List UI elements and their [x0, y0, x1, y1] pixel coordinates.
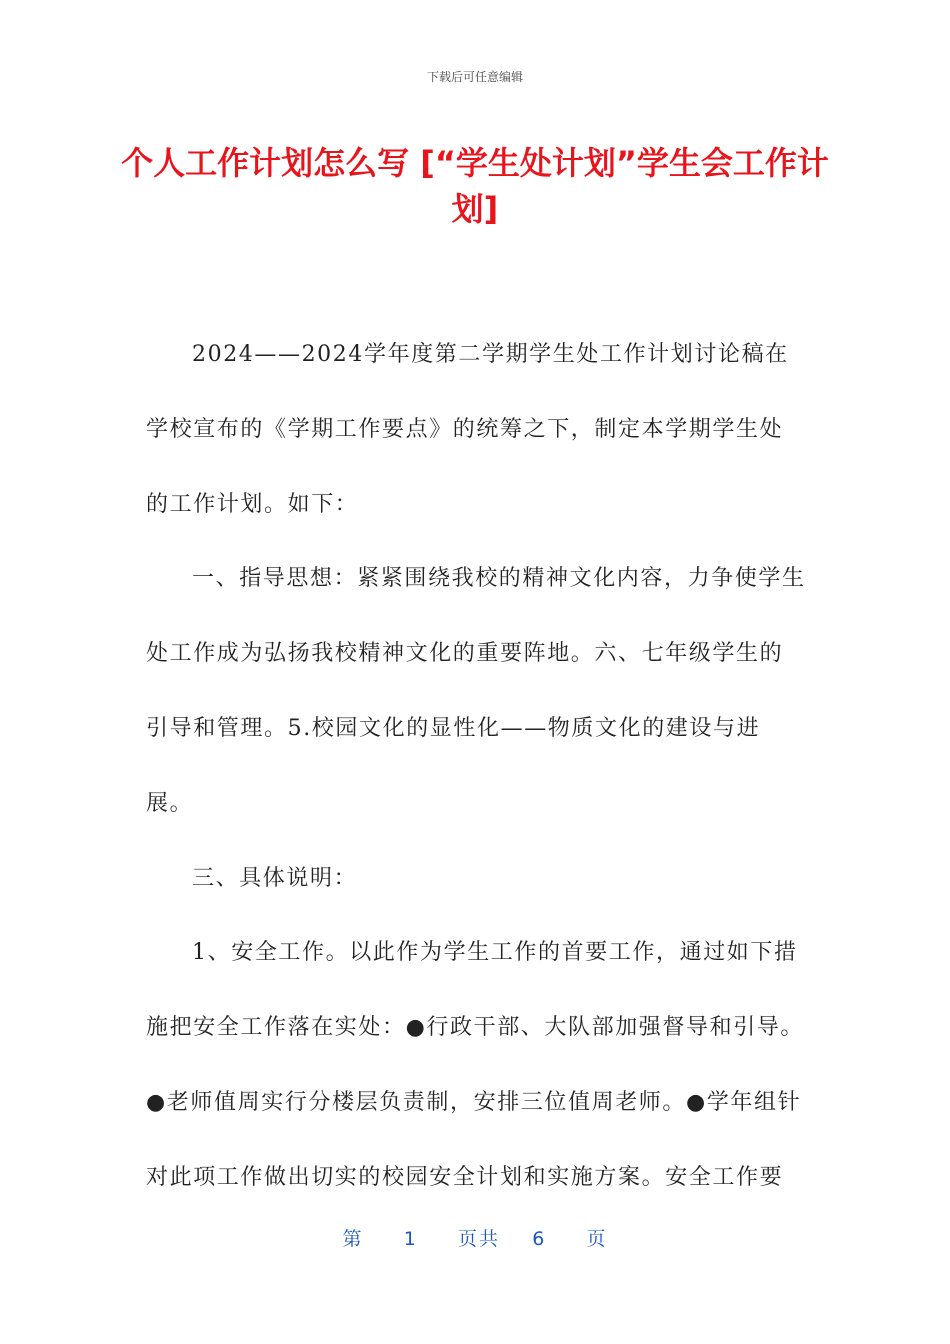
footer-label-end: 页	[586, 1228, 608, 1250]
paragraph-intro: 2024——2024学年度第二学期学生处工作计划讨论稿在学校宣布的《学期工作要点》的统筹之下，制定本学期学生处的工作计划。如下：	[146, 342, 789, 517]
paragraph-section-three: 三、具体说明：	[192, 865, 358, 891]
footer-label-page: 第	[342, 1228, 364, 1250]
page-footer	[0, 1224, 950, 1251]
header-note: 下载后可任意编辑	[426, 70, 523, 84]
footer-current-page: 1	[403, 1228, 418, 1250]
document-title: 个人工作计划怎么写 [“学生处计划”学生会工作计划]	[121, 144, 829, 228]
document-body	[146, 318, 806, 1216]
footer-total-pages: 6	[532, 1228, 547, 1250]
paragraph-safety-work: 1、安全工作。以此作为学生工作的首要工作，通过如下措施把安全工作落在实处：●行政干部、大队部加强督导和引导。●老师值周实行分楼层负责制，安排三位值周老师。●学年组针对此项工作做出切实的校园安全计划和实施方案。安全工作要	[146, 940, 804, 1190]
footer-label-total: 页共	[458, 1228, 501, 1250]
paragraph-guiding-thought: 一、指导思想：紧紧围绕我校的精神文化内容，力争使学生处工作成为弘扬我校精神文化的重要阵地。六、七年级学生的引导和管理。5.校园文化的显性化——物质文化的建设与进展。	[146, 566, 806, 816]
